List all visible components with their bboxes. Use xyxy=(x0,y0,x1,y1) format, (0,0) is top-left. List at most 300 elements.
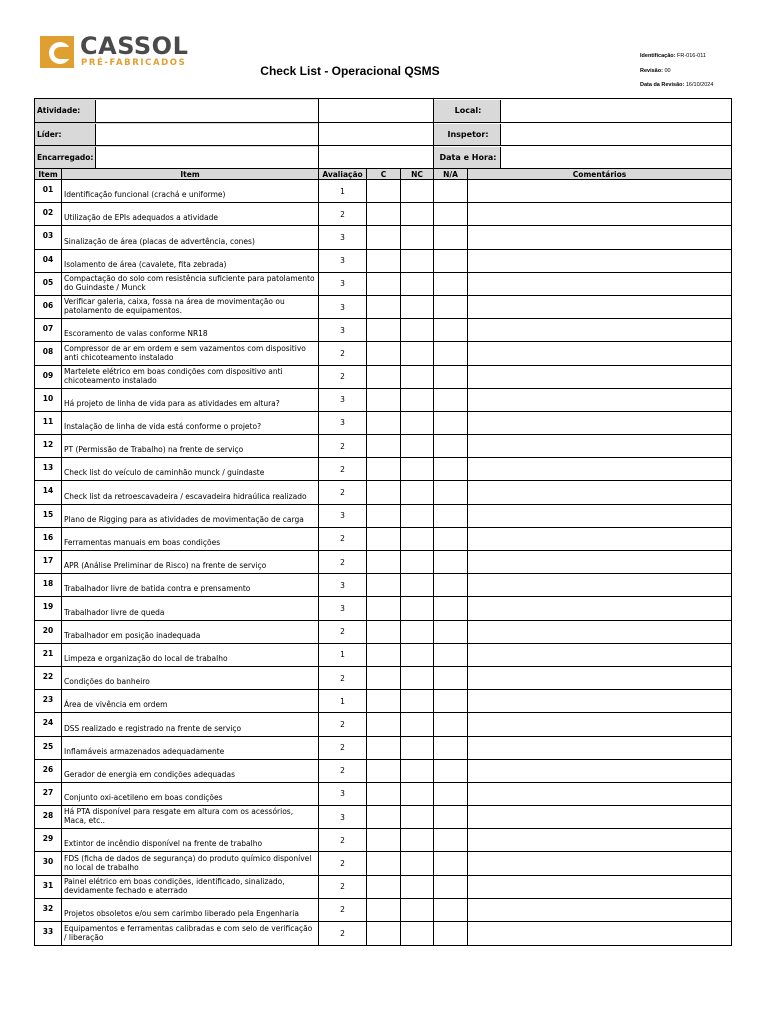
item-description: Identificação funcional (crachá e uniforme) xyxy=(62,180,319,203)
item-description: Painel elétrico em boas condições, identificado, sinalizado, devidamente fechado e aterrado xyxy=(62,875,319,898)
revisao-label: Revisão: xyxy=(640,68,663,74)
check-na-cell[interactable] xyxy=(434,782,468,805)
atividade-field[interactable] xyxy=(96,100,318,122)
check-nc-cell[interactable] xyxy=(401,690,434,713)
table-row xyxy=(35,666,732,689)
item-evaluation: 3 xyxy=(319,411,367,434)
item-evaluation: 3 xyxy=(319,782,367,805)
check-c-cell[interactable] xyxy=(367,411,401,434)
check-nc-cell[interactable] xyxy=(401,782,434,805)
check-nc-cell[interactable] xyxy=(401,249,434,272)
check-na-cell[interactable] xyxy=(434,829,468,852)
table-row xyxy=(35,527,732,550)
comment-cell[interactable] xyxy=(468,690,732,713)
table-row xyxy=(35,759,732,782)
item-description: Ferramentas manuais em boas condições xyxy=(62,527,319,550)
comment-cell[interactable] xyxy=(468,736,732,759)
table-row xyxy=(35,736,732,759)
comment-cell[interactable] xyxy=(468,365,732,388)
comment-cell[interactable] xyxy=(468,458,732,481)
item-description: Check list do veículo de caminhão munck / guindaste xyxy=(62,458,319,481)
check-nc-cell[interactable] xyxy=(401,411,434,434)
check-na-cell[interactable] xyxy=(434,458,468,481)
check-c-cell[interactable] xyxy=(367,922,401,946)
comment-cell[interactable] xyxy=(468,852,732,875)
check-na-cell[interactable] xyxy=(434,574,468,597)
item-description: Utilização de EPIs adequados a atividade xyxy=(62,203,319,226)
comment-cell[interactable] xyxy=(468,922,732,946)
check-na-cell[interactable] xyxy=(434,435,468,458)
item-description: Trabalhador livre de batida contra e prensamento xyxy=(62,574,319,597)
table-row xyxy=(35,411,732,434)
check-c-cell[interactable] xyxy=(367,666,401,689)
table-row xyxy=(35,782,732,805)
check-c-cell[interactable] xyxy=(367,272,401,295)
check-nc-cell[interactable] xyxy=(401,736,434,759)
check-c-cell[interactable] xyxy=(367,574,401,597)
check-nc-cell[interactable] xyxy=(401,551,434,574)
check-c-cell[interactable] xyxy=(367,898,401,921)
atividade-field-ext[interactable] xyxy=(319,99,434,123)
check-c-cell[interactable] xyxy=(367,504,401,527)
item-evaluation: 2 xyxy=(319,458,367,481)
item-number: 32 xyxy=(35,898,62,921)
brand-name: CASSOL xyxy=(80,32,189,60)
item-description: FDS (ficha de dados de segurança) do produto químico disponível no local de trabalho xyxy=(62,852,319,875)
table-row xyxy=(35,597,732,620)
comment-cell[interactable] xyxy=(468,666,732,689)
check-nc-cell[interactable] xyxy=(401,504,434,527)
lider-field[interactable] xyxy=(96,124,318,145)
check-na-cell[interactable] xyxy=(434,365,468,388)
check-na-cell[interactable] xyxy=(434,620,468,643)
comment-cell[interactable] xyxy=(468,898,732,921)
item-description: Isolamento de área (cavalete, fita zebrada) xyxy=(62,249,319,272)
item-description: Verificar galeria, caixa, fossa na área de movimentação ou patolamento de equipamentos. xyxy=(62,295,319,318)
check-nc-cell[interactable] xyxy=(401,829,434,852)
item-description: Trabalhador em posição inadequada xyxy=(62,620,319,643)
item-number: 15 xyxy=(35,504,62,527)
item-description: APR (Análise Preliminar de Risco) na frente de serviço xyxy=(62,551,319,574)
check-nc-cell[interactable] xyxy=(401,643,434,666)
inspetor-label: Inspetor: xyxy=(434,124,501,145)
check-nc-cell[interactable] xyxy=(401,481,434,504)
col-header-c: C xyxy=(367,169,401,180)
item-evaluation: 3 xyxy=(319,388,367,411)
identificacao-label: Identificação: xyxy=(640,53,676,59)
item-number: 33 xyxy=(35,922,62,946)
check-na-cell[interactable] xyxy=(434,249,468,272)
table-row xyxy=(35,713,732,736)
table-row xyxy=(35,898,732,921)
item-number: 12 xyxy=(35,435,62,458)
item-evaluation: 2 xyxy=(319,898,367,921)
form-row-encarregado xyxy=(35,146,732,169)
lider-label: Líder: xyxy=(35,124,96,145)
item-evaluation: 2 xyxy=(319,365,367,388)
table-row xyxy=(35,481,732,504)
item-number: 30 xyxy=(35,852,62,875)
item-number: 13 xyxy=(35,458,62,481)
check-c-cell[interactable] xyxy=(367,551,401,574)
comment-cell[interactable] xyxy=(468,226,732,249)
check-na-cell[interactable] xyxy=(434,527,468,550)
comment-cell[interactable] xyxy=(468,411,732,434)
check-c-cell[interactable] xyxy=(367,388,401,411)
check-c-cell[interactable] xyxy=(367,180,401,203)
form-row-atividade xyxy=(35,99,732,123)
check-c-cell[interactable] xyxy=(367,295,401,318)
table-row xyxy=(35,365,732,388)
table-row xyxy=(35,574,732,597)
item-description: Projetos obsoletos e/ou sem carimbo liberado pela Engenharia xyxy=(62,898,319,921)
identificacao-line xyxy=(640,53,706,59)
revisao-line xyxy=(640,68,671,74)
item-description: Escoramento de valas conforme NR18 xyxy=(62,319,319,342)
check-nc-cell[interactable] xyxy=(401,365,434,388)
comment-cell[interactable] xyxy=(468,388,732,411)
comment-cell[interactable] xyxy=(468,249,732,272)
check-nc-cell[interactable] xyxy=(401,759,434,782)
check-c-cell[interactable] xyxy=(367,319,401,342)
table-row xyxy=(35,852,732,875)
check-c-cell[interactable] xyxy=(367,806,401,829)
comment-cell[interactable] xyxy=(468,272,732,295)
item-description: Limpeza e organização do local de trabalho xyxy=(62,643,319,666)
local-field[interactable] xyxy=(501,100,731,122)
item-number: 06 xyxy=(35,295,62,318)
comment-cell[interactable] xyxy=(468,597,732,620)
check-na-cell[interactable] xyxy=(434,690,468,713)
table-row xyxy=(35,875,732,898)
check-na-cell[interactable] xyxy=(434,736,468,759)
document-title: Check List - Operacional QSMS xyxy=(260,64,440,78)
check-c-cell[interactable] xyxy=(367,203,401,226)
check-nc-cell[interactable] xyxy=(401,458,434,481)
item-evaluation: 2 xyxy=(319,829,367,852)
check-nc-cell[interactable] xyxy=(401,806,434,829)
comment-cell[interactable] xyxy=(468,527,732,550)
table-row xyxy=(35,806,732,829)
comment-cell[interactable] xyxy=(468,829,732,852)
item-number: 21 xyxy=(35,643,62,666)
check-c-cell[interactable] xyxy=(367,527,401,550)
check-na-cell[interactable] xyxy=(434,875,468,898)
comment-cell[interactable] xyxy=(468,203,732,226)
item-evaluation: 2 xyxy=(319,435,367,458)
item-evaluation: 2 xyxy=(319,203,367,226)
check-na-cell[interactable] xyxy=(434,597,468,620)
item-description: Martelete elétrico em boas condições com dispositivo anti chicoteamento instalado xyxy=(62,365,319,388)
check-nc-cell[interactable] xyxy=(401,388,434,411)
check-c-cell[interactable] xyxy=(367,249,401,272)
encarregado-field[interactable] xyxy=(96,147,318,168)
company-logo xyxy=(40,32,190,72)
check-c-cell[interactable] xyxy=(367,782,401,805)
check-na-cell[interactable] xyxy=(434,922,468,946)
check-nc-cell[interactable] xyxy=(401,597,434,620)
item-number: 01 xyxy=(35,180,62,203)
table-row xyxy=(35,458,732,481)
encarregado-label: Encarregado: xyxy=(35,147,96,168)
item-number: 31 xyxy=(35,875,62,898)
check-na-cell[interactable] xyxy=(434,411,468,434)
item-evaluation: 2 xyxy=(319,620,367,643)
table-row xyxy=(35,643,732,666)
item-evaluation: 1 xyxy=(319,180,367,203)
check-c-cell[interactable] xyxy=(367,365,401,388)
check-nc-cell[interactable] xyxy=(401,272,434,295)
check-na-cell[interactable] xyxy=(434,806,468,829)
item-number: 16 xyxy=(35,527,62,550)
item-description: Há PTA disponível para resgate em altura com os acessórios, Maca, etc.. xyxy=(62,806,319,829)
table-row xyxy=(35,435,732,458)
item-number: 24 xyxy=(35,713,62,736)
item-evaluation: 2 xyxy=(319,666,367,689)
comment-cell[interactable] xyxy=(468,481,732,504)
table-row xyxy=(35,829,732,852)
item-evaluation: 2 xyxy=(319,342,367,365)
item-number: 23 xyxy=(35,690,62,713)
item-evaluation: 2 xyxy=(319,759,367,782)
col-header-comentarios: Comentários xyxy=(468,169,732,180)
item-evaluation: 3 xyxy=(319,249,367,272)
item-evaluation: 3 xyxy=(319,272,367,295)
item-description: Extintor de incêndio disponível na frente de trabalho xyxy=(62,829,319,852)
check-nc-cell[interactable] xyxy=(401,342,434,365)
check-na-cell[interactable] xyxy=(434,226,468,249)
check-nc-cell[interactable] xyxy=(401,203,434,226)
comment-cell[interactable] xyxy=(468,620,732,643)
item-description: Condições do banheiro xyxy=(62,666,319,689)
item-number: 18 xyxy=(35,574,62,597)
item-evaluation: 2 xyxy=(319,736,367,759)
item-description: Inflamáveis armazenados adequadamente xyxy=(62,736,319,759)
comment-cell[interactable] xyxy=(468,504,732,527)
item-number: 29 xyxy=(35,829,62,852)
table-row xyxy=(35,180,732,203)
table-row xyxy=(35,272,732,295)
item-evaluation: 3 xyxy=(319,226,367,249)
col-header-avaliacao: Avaliação xyxy=(319,169,367,180)
comment-cell[interactable] xyxy=(468,342,732,365)
item-description: PT (Permissão de Trabalho) na frente de serviço xyxy=(62,435,319,458)
comment-cell[interactable] xyxy=(468,180,732,203)
check-na-cell[interactable] xyxy=(434,898,468,921)
check-c-cell[interactable] xyxy=(367,481,401,504)
comment-cell[interactable] xyxy=(468,551,732,574)
check-c-cell[interactable] xyxy=(367,458,401,481)
col-header-nc: NC xyxy=(401,169,434,180)
check-c-cell[interactable] xyxy=(367,875,401,898)
item-evaluation: 2 xyxy=(319,875,367,898)
encarregado-field-ext[interactable] xyxy=(319,146,434,169)
table-row xyxy=(35,504,732,527)
item-description: Gerador de energia em condições adequadas xyxy=(62,759,319,782)
check-na-cell[interactable] xyxy=(434,759,468,782)
item-description: Instalação de linha de vida está conforme o projeto? xyxy=(62,411,319,434)
brand-subtitle: PRÉ-FABRICADOS xyxy=(81,58,187,68)
item-description: Área de vivência em ordem xyxy=(62,690,319,713)
comment-cell[interactable] xyxy=(468,574,732,597)
item-number: 17 xyxy=(35,551,62,574)
check-c-cell[interactable] xyxy=(367,342,401,365)
item-number: 25 xyxy=(35,736,62,759)
data-hora-field[interactable] xyxy=(501,147,731,168)
comment-cell[interactable] xyxy=(468,806,732,829)
column-header-row xyxy=(35,169,732,180)
col-header-item-num: Item xyxy=(35,169,62,180)
item-number: 19 xyxy=(35,597,62,620)
check-nc-cell[interactable] xyxy=(401,527,434,550)
lider-field-ext[interactable] xyxy=(319,123,434,146)
item-description: Compressor de ar em ordem e sem vazamentos com dispositivo anti chicoteamento instalado xyxy=(62,342,319,365)
table-row xyxy=(35,319,732,342)
item-number: 14 xyxy=(35,481,62,504)
check-c-cell[interactable] xyxy=(367,713,401,736)
check-c-cell[interactable] xyxy=(367,852,401,875)
item-evaluation: 3 xyxy=(319,319,367,342)
item-description: Check list da retroescavadeira / escavadeira hidraúlica realizado xyxy=(62,481,319,504)
item-number: 26 xyxy=(35,759,62,782)
check-nc-cell[interactable] xyxy=(401,226,434,249)
check-c-cell[interactable] xyxy=(367,829,401,852)
comment-cell[interactable] xyxy=(468,295,732,318)
item-number: 10 xyxy=(35,388,62,411)
check-na-cell[interactable] xyxy=(434,643,468,666)
item-evaluation: 3 xyxy=(319,597,367,620)
check-na-cell[interactable] xyxy=(434,319,468,342)
item-evaluation: 2 xyxy=(319,481,367,504)
table-row xyxy=(35,620,732,643)
atividade-label: Atividade: xyxy=(35,100,96,122)
item-evaluation: 3 xyxy=(319,504,367,527)
item-evaluation: 2 xyxy=(319,922,367,946)
check-na-cell[interactable] xyxy=(434,481,468,504)
item-evaluation: 3 xyxy=(319,574,367,597)
table-row xyxy=(35,203,732,226)
check-nc-cell[interactable] xyxy=(401,666,434,689)
item-description: Sinalização de área (placas de advertência, cones) xyxy=(62,226,319,249)
revisao-value: 00 xyxy=(664,68,671,74)
check-nc-cell[interactable] xyxy=(401,898,434,921)
check-c-cell[interactable] xyxy=(367,435,401,458)
check-na-cell[interactable] xyxy=(434,713,468,736)
table-row xyxy=(35,226,732,249)
check-c-cell[interactable] xyxy=(367,226,401,249)
item-number: 20 xyxy=(35,620,62,643)
item-number: 09 xyxy=(35,365,62,388)
check-nc-cell[interactable] xyxy=(401,180,434,203)
comment-cell[interactable] xyxy=(468,759,732,782)
comment-cell[interactable] xyxy=(468,435,732,458)
identificacao-value: FR-016-011 xyxy=(676,53,706,59)
check-na-cell[interactable] xyxy=(434,388,468,411)
item-evaluation: 2 xyxy=(319,551,367,574)
item-number: 27 xyxy=(35,782,62,805)
item-description: DSS realizado e registrado na frente de serviço xyxy=(62,713,319,736)
data-hora-label: Data e Hora: xyxy=(434,147,501,168)
check-na-cell[interactable] xyxy=(434,295,468,318)
item-number: 11 xyxy=(35,411,62,434)
check-c-cell[interactable] xyxy=(367,690,401,713)
check-na-cell[interactable] xyxy=(434,666,468,689)
item-number: 07 xyxy=(35,319,62,342)
check-nc-cell[interactable] xyxy=(401,319,434,342)
data-revisao-line xyxy=(640,82,713,88)
table-row xyxy=(35,295,732,318)
item-evaluation: 3 xyxy=(319,295,367,318)
check-c-cell[interactable] xyxy=(367,597,401,620)
check-nc-cell[interactable] xyxy=(401,574,434,597)
check-nc-cell[interactable] xyxy=(401,435,434,458)
col-header-item-desc: Item xyxy=(62,169,319,180)
cassol-logo-icon xyxy=(40,36,74,68)
item-number: 28 xyxy=(35,806,62,829)
check-c-cell[interactable] xyxy=(367,759,401,782)
check-na-cell[interactable] xyxy=(434,504,468,527)
item-description: Plano de Rigging para as atividades de movimentação de carga xyxy=(62,504,319,527)
comment-cell[interactable] xyxy=(468,782,732,805)
comment-cell[interactable] xyxy=(468,319,732,342)
check-c-cell[interactable] xyxy=(367,620,401,643)
table-row xyxy=(35,690,732,713)
item-evaluation: 2 xyxy=(319,713,367,736)
table-row xyxy=(35,342,732,365)
item-evaluation: 3 xyxy=(319,806,367,829)
check-c-cell[interactable] xyxy=(367,643,401,666)
check-na-cell[interactable] xyxy=(434,852,468,875)
comment-cell[interactable] xyxy=(468,875,732,898)
check-c-cell[interactable] xyxy=(367,736,401,759)
check-na-cell[interactable] xyxy=(434,272,468,295)
item-evaluation: 1 xyxy=(319,690,367,713)
checklist-table xyxy=(34,98,732,946)
check-nc-cell[interactable] xyxy=(401,875,434,898)
item-description: Há projeto de linha de vida para as atividades em altura? xyxy=(62,388,319,411)
check-na-cell[interactable] xyxy=(434,180,468,203)
item-evaluation: 2 xyxy=(319,527,367,550)
table-row xyxy=(35,388,732,411)
check-nc-cell[interactable] xyxy=(401,713,434,736)
check-na-cell[interactable] xyxy=(434,551,468,574)
comment-cell[interactable] xyxy=(468,643,732,666)
check-na-cell[interactable] xyxy=(434,342,468,365)
item-description: Conjunto oxi-acetileno em boas condições xyxy=(62,782,319,805)
item-number: 02 xyxy=(35,203,62,226)
check-nc-cell[interactable] xyxy=(401,922,434,946)
data-revisao-label: Data da Revisão: xyxy=(640,82,685,88)
table-row xyxy=(35,249,732,272)
check-nc-cell[interactable] xyxy=(401,295,434,318)
item-number: 05 xyxy=(35,272,62,295)
item-number: 22 xyxy=(35,666,62,689)
item-number: 03 xyxy=(35,226,62,249)
item-evaluation: 2 xyxy=(319,852,367,875)
data-revisao-value: 16/10/2024 xyxy=(685,82,714,88)
item-number: 08 xyxy=(35,342,62,365)
check-nc-cell[interactable] xyxy=(401,620,434,643)
item-description: Compactação do solo com resistência suficiente para patolamento do Guindaste / Munck xyxy=(62,272,319,295)
check-nc-cell[interactable] xyxy=(401,852,434,875)
check-na-cell[interactable] xyxy=(434,203,468,226)
item-number: 04 xyxy=(35,249,62,272)
col-header-na: N/A xyxy=(434,169,468,180)
item-description: Equipamentos e ferramentas calibradas e com selo de verificação / liberação xyxy=(62,922,319,946)
comment-cell[interactable] xyxy=(468,713,732,736)
item-evaluation: 1 xyxy=(319,643,367,666)
inspetor-field[interactable] xyxy=(501,124,731,145)
